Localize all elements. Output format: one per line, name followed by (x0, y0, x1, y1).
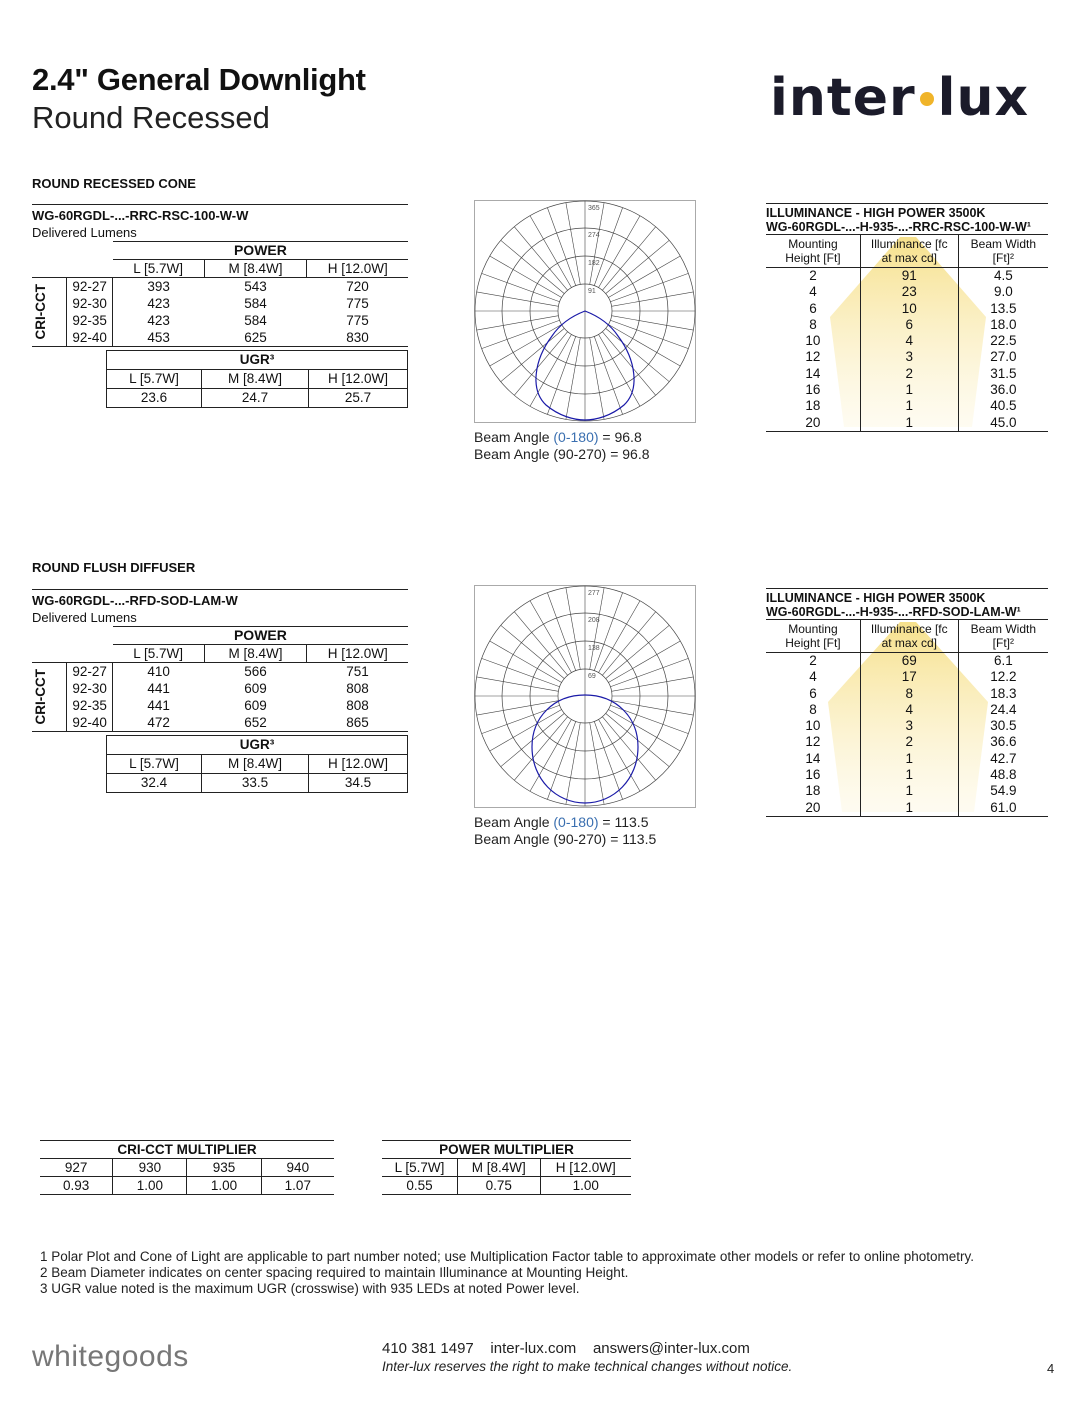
illum-cell: 45.0 (990, 414, 1017, 430)
cone-lumen-cell: 625 (244, 330, 267, 345)
cone-illuminance-block (766, 203, 1048, 432)
cone-lumen-cell: 584 (244, 296, 267, 311)
beam-value: = 96.8 (598, 429, 642, 445)
illum-cell: 42.7 (990, 750, 1017, 766)
cone-beam-angles (474, 429, 650, 463)
illum-cell: 61.0 (990, 799, 1017, 815)
illum-cell: 20 (766, 800, 860, 817)
diffuser-polar-plot (474, 585, 696, 808)
diffuser-lumens-table (32, 589, 408, 732)
illum-row (766, 301, 1048, 317)
illum-cell: 22.5 (990, 333, 1017, 349)
illum-cell: 2 (766, 653, 860, 670)
diffuser-polar-label: 69 (588, 673, 596, 680)
illum-cell: 4.5 (993, 268, 1013, 283)
illum-cell: 6 (766, 686, 860, 702)
illum-cell: 1 (860, 800, 958, 817)
illum-cell: 12.2 (990, 669, 1017, 685)
diffuser-lumen-cell: 566 (244, 664, 267, 679)
cri-mult-value: 0.93 (40, 1177, 113, 1195)
diffuser-lumen-cell: 441 (147, 681, 170, 696)
illum-cell: 18 (766, 783, 860, 799)
cone-ugr-table (106, 350, 408, 408)
diffuser-lumen-cell: 441 (147, 698, 170, 713)
contact-info[interactable]: 410 381 1497 inter-lux.com answers@inter-lux.com (382, 1340, 750, 1357)
cone-col-l: L [5.7W] (113, 260, 204, 278)
cone-ugr-col: M [8.4W] (202, 370, 309, 389)
illum-cell: 16 (766, 767, 860, 783)
illum-row (766, 415, 1048, 432)
cone-polar-label: 182 (588, 260, 600, 267)
cri-mult-col: 940 (286, 1160, 310, 1175)
power-mult-col: M [8.4W] (458, 1159, 541, 1177)
power-multiplier-block (382, 1140, 631, 1195)
diffuser-beam-angle-2: Beam Angle (90-270) = 113.5 (474, 831, 657, 847)
cone-cri-cct-label: CRI-CCT (33, 284, 48, 340)
diffuser-beam-angles (474, 814, 656, 848)
cri-mult-col: 930 (113, 1159, 187, 1177)
cone-cct-cell: 92-35 (67, 312, 113, 329)
cone-ugr-value: 23.6 (107, 389, 202, 408)
illum-cell: 6.1 (993, 653, 1013, 668)
diffuser-illum-title: ILLUMINANCE - HIGH POWER 3500K (766, 588, 1048, 605)
illum-cell: 69 (860, 653, 958, 670)
diffuser-delivered-lumens-label: Delivered Lumens (32, 610, 137, 625)
cri-mult-col: 927 (40, 1159, 113, 1177)
cone-lumen-cell: 423 (147, 313, 170, 328)
illum-cell: 30.5 (990, 718, 1017, 734)
cone-beam-angle-2: Beam Angle (90-270) = 96.8 (474, 446, 650, 462)
diffuser-ugr-value: 32.4 (107, 774, 202, 793)
illum-row (766, 398, 1048, 414)
cone-lumen-cell: 423 (147, 296, 170, 311)
illum-row (766, 366, 1048, 382)
illum-row (766, 783, 1048, 799)
cri-mult-value: 1.00 (113, 1177, 187, 1195)
diffuser-ugr-value: 34.5 (344, 775, 372, 790)
footnote-2: 2 Beam Diameter indicates on center spacing required to maintain Illuminance at Mounting Height. (40, 1265, 629, 1280)
cone-col-h: H [12.0W] (327, 261, 388, 276)
illum-cell: 18.0 (990, 316, 1017, 332)
cone-polar-label: 91 (588, 288, 596, 295)
illum-header-beam: Beam Width [Ft]² (970, 237, 1037, 265)
cone-illum-part: WG-60RGDL-...-H-935-...-RRC-RSC-100-W-W¹ (766, 220, 1032, 234)
illum-cell: 12 (766, 734, 860, 750)
illum-cell: 1 (860, 398, 958, 414)
cri-mult-col: 935 (187, 1159, 261, 1177)
illum-cell: 1 (860, 783, 958, 799)
diffuser-col-h: H [12.0W] (327, 646, 388, 661)
diffuser-cct-cell: 92-30 (67, 680, 113, 697)
illum-cell: 3 (860, 349, 958, 365)
cone-illum-title: ILLUMINANCE - HIGH POWER 3500K (766, 203, 1048, 220)
illum-cell: 10 (766, 333, 860, 349)
page-subtitle: Round Recessed (32, 100, 270, 135)
diffuser-lumens-block (32, 589, 408, 732)
power-mult-value: 0.55 (382, 1177, 458, 1195)
cone-lumen-cell: 775 (346, 313, 369, 328)
diffuser-beam-angle-1 (474, 814, 656, 831)
diffuser-ugr-block (106, 735, 408, 793)
power-mult-col: L [5.7W] (382, 1159, 458, 1177)
interlux-logo (770, 68, 1029, 128)
diffuser-polar-label: 138 (588, 645, 600, 652)
illum-cell: 12 (766, 349, 860, 365)
illum-cell: 9.0 (993, 284, 1013, 300)
diffuser-ugr-table (106, 735, 408, 793)
illum-cell: 23 (860, 284, 958, 300)
logo-dot-icon (920, 92, 934, 106)
cone-ugr-col: L [5.7W] (107, 370, 202, 389)
illum-cell: 1 (860, 751, 958, 767)
illum-row (766, 284, 1048, 300)
illum-cell: 54.9 (990, 783, 1017, 799)
illum-cell: 1 (860, 415, 958, 432)
illum-cell: 6 (860, 317, 958, 333)
footnote-3: 3 UGR value noted is the maximum UGR (crosswise) with 935 LEDs at noted Power level. (40, 1281, 580, 1296)
illum-cell: 10 (766, 718, 860, 734)
cone-illum-table (766, 234, 1048, 432)
diffuser-illum-table (766, 619, 1048, 817)
illum-row (766, 767, 1048, 783)
illum-cell: 18 (766, 398, 860, 414)
illum-row (766, 653, 1048, 670)
illum-cell: 4 (766, 669, 860, 685)
beam-label: Beam Angle (474, 429, 554, 445)
cone-lumen-cell: 453 (147, 330, 170, 345)
illum-cell: 24.4 (990, 701, 1017, 717)
diffuser-cct-cell: 92-40 (67, 714, 113, 732)
illum-cell: 27.0 (990, 349, 1017, 365)
cone-lumens-table (32, 204, 408, 347)
illum-row (766, 734, 1048, 750)
illum-cell: 20 (766, 415, 860, 432)
beam-label: Beam Angle (474, 814, 554, 830)
diffuser-cri-cct-label: CRI-CCT (33, 669, 48, 725)
illum-row (766, 751, 1048, 767)
cone-beam-angle-1 (474, 429, 650, 446)
illum-row (766, 702, 1048, 718)
whitegoods-logo: whitegoods (32, 1340, 189, 1373)
diffuser-lumen-cell: 609 (244, 698, 267, 713)
diffuser-lumen-cell: 652 (244, 715, 267, 730)
diffuser-lumen-cell: 751 (346, 664, 369, 679)
footnotes (40, 1249, 974, 1297)
illum-cell: 1 (860, 767, 958, 783)
cone-lumen-cell: 584 (244, 313, 267, 328)
cone-cct-cell: 92-40 (67, 329, 113, 347)
logo-text-left: inter (770, 68, 916, 128)
diffuser-lumen-cell: 410 (147, 664, 170, 679)
cone-lumen-cell: 393 (147, 279, 170, 294)
illum-cell: 36.0 (990, 382, 1017, 398)
cri-mult-value: 1.07 (284, 1178, 311, 1193)
cone-lumen-cell: 543 (244, 279, 267, 294)
illum-cell: 36.6 (990, 734, 1017, 750)
power-multiplier-table (382, 1140, 631, 1195)
beam-range-link[interactable]: (0-180) (553, 429, 599, 445)
power-mult-col: H [12.0W] (555, 1160, 616, 1175)
illum-cell: 2 (860, 734, 958, 750)
diffuser-ugr-value: 33.5 (202, 774, 309, 793)
diffuser-illum-part: WG-60RGDL-...-H-935-...-RFD-SOD-LAM-W¹ (766, 605, 1021, 619)
power-mult-value: 1.00 (572, 1178, 599, 1193)
diffuser-ugr-col: H [12.0W] (327, 756, 389, 771)
illum-cell: 4 (860, 702, 958, 718)
illum-cell: 8 (766, 702, 860, 718)
diffuser-col-l: L [5.7W] (113, 645, 204, 663)
illum-cell: 3 (860, 718, 958, 734)
cone-cct-cell: 92-30 (67, 295, 113, 312)
diffuser-ugr-col: L [5.7W] (107, 755, 202, 774)
cone-polar-label: 274 (588, 232, 600, 239)
cone-part-number: WG-60RGDL-...-RRC-RSC-100-W-W (32, 208, 249, 223)
illum-cell: 48.8 (990, 767, 1017, 783)
diffuser-lumen-cell: 808 (346, 681, 369, 696)
diffuser-polar-label: 208 (588, 617, 600, 624)
diffuser-lumen-cell: 472 (147, 715, 170, 730)
cone-lumens-block (32, 204, 408, 347)
illum-row (766, 349, 1048, 365)
illum-row (766, 382, 1048, 398)
cri-mult-value: 1.00 (187, 1177, 261, 1195)
illum-cell: 18.3 (990, 685, 1017, 701)
diffuser-polar-label: 277 (588, 590, 600, 597)
section-heading-diffuser: ROUND FLUSH DIFFUSER (32, 560, 196, 575)
illum-cell: 31.5 (990, 365, 1017, 381)
illum-cell: 14 (766, 751, 860, 767)
cone-power-header: POWER (113, 242, 408, 260)
cone-lumen-cell: 830 (346, 330, 369, 345)
illum-cell: 6 (766, 301, 860, 317)
power-mult-value: 0.75 (458, 1177, 541, 1195)
cri-multiplier-table (40, 1140, 334, 1195)
cone-ugr-block (106, 350, 408, 408)
logo-text-right: lux (937, 68, 1030, 128)
diffuser-power-header: POWER (113, 627, 408, 645)
diffuser-ugr-header: UGR³ (239, 737, 275, 752)
beam-value: = 113.5 (598, 814, 649, 830)
cone-polar-label: 365 (588, 205, 600, 212)
power-multiplier-title: POWER MULTIPLIER (439, 1142, 574, 1157)
disclaimer: Inter-lux reserves the right to make technical changes without notice. (382, 1359, 793, 1374)
diffuser-col-m: M [8.4W] (204, 645, 307, 663)
illum-row (766, 669, 1048, 685)
illum-header-illuminance: Illuminance [fc at max cd] (860, 235, 958, 268)
illum-cell: 40.5 (990, 398, 1017, 414)
illum-row (766, 333, 1048, 349)
illum-cell: 8 (860, 686, 958, 702)
illum-header-height: Mounting Height [Ft] (766, 235, 860, 268)
illum-header-height: Mounting Height [Ft] (766, 620, 860, 653)
cri-multiplier-title: CRI-CCT MULTIPLIER (117, 1142, 257, 1157)
cone-cct-cell: 92-27 (67, 278, 113, 296)
cone-ugr-value: 25.7 (344, 390, 372, 405)
illum-cell: 4 (766, 284, 860, 300)
cone-ugr-col: H [12.0W] (327, 371, 389, 386)
illum-cell: 13.5 (990, 300, 1017, 316)
illum-cell: 4 (860, 333, 958, 349)
diffuser-cct-cell: 92-35 (67, 697, 113, 714)
illum-header-illuminance: Illuminance [fc at max cd] (860, 620, 958, 653)
diffuser-part-number: WG-60RGDL-...-RFD-SOD-LAM-W (32, 593, 238, 608)
cone-ugr-header: UGR³ (239, 352, 275, 367)
cone-polar-plot (474, 200, 696, 423)
diffuser-ugr-col: M [8.4W] (202, 755, 309, 774)
cone-col-m: M [8.4W] (204, 260, 307, 278)
cone-delivered-lumens-label: Delivered Lumens (32, 225, 137, 240)
illum-cell: 14 (766, 366, 860, 382)
cone-lumen-cell: 775 (346, 296, 369, 311)
footnote-1: 1 Polar Plot and Cone of Light are applicable to part number noted; use Multiplication Factor table to approximate other models or refer to online photometry. (40, 1249, 975, 1264)
illum-cell: 1 (860, 382, 958, 398)
illum-row (766, 718, 1048, 734)
beam-range-link[interactable]: (0-180) (553, 814, 599, 830)
cone-lumen-cell: 720 (346, 279, 369, 294)
illum-cell: 91 (860, 268, 958, 285)
diffuser-lumen-cell: 609 (244, 681, 267, 696)
cri-multiplier-block (40, 1140, 334, 1195)
illum-row (766, 686, 1048, 702)
illum-cell: 2 (860, 366, 958, 382)
illum-cell: 16 (766, 382, 860, 398)
illum-row (766, 317, 1048, 333)
illum-header-beam: Beam Width [Ft]² (970, 622, 1037, 650)
illum-row (766, 268, 1048, 285)
diffuser-lumen-cell: 808 (346, 698, 369, 713)
illum-cell: 8 (766, 317, 860, 333)
page-title: 2.4" General Downlight (32, 62, 366, 97)
diffuser-lumen-cell: 865 (346, 715, 369, 730)
illum-row (766, 800, 1048, 817)
diffuser-illuminance-block (766, 588, 1048, 817)
section-heading-cone: ROUND RECESSED CONE (32, 176, 196, 191)
illum-cell: 2 (766, 268, 860, 285)
diffuser-cct-cell: 92-27 (67, 663, 113, 681)
page-number: 4 (1047, 1361, 1055, 1376)
illum-cell: 17 (860, 669, 958, 685)
illum-cell: 10 (860, 301, 958, 317)
cone-ugr-value: 24.7 (202, 389, 309, 408)
